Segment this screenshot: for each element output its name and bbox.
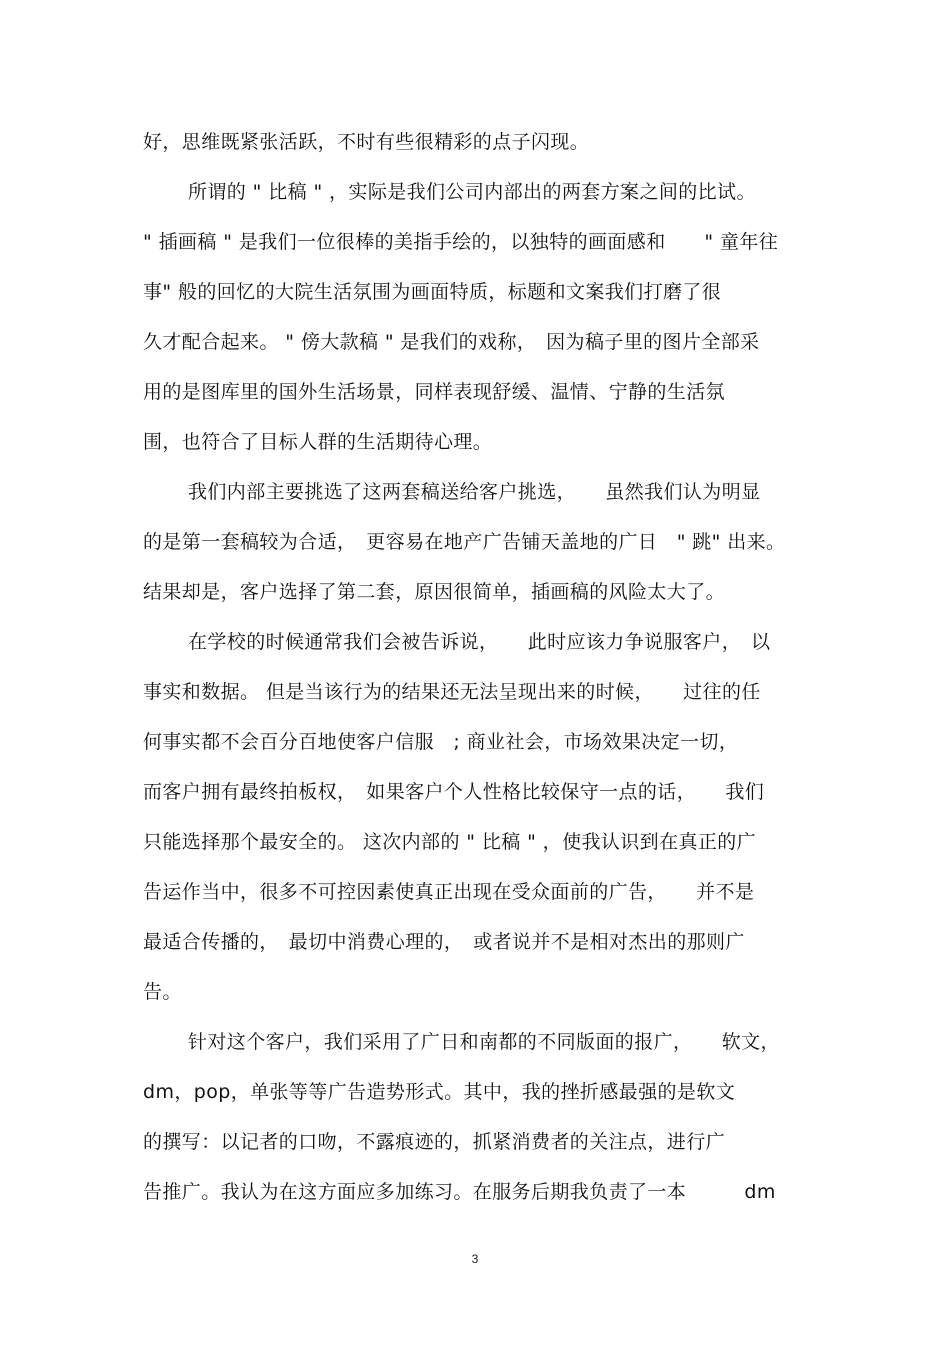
text-line: 结果却是，客户选择了第二套，原因很简单，插画稿的风险太大了。: [143, 581, 726, 603]
text-line: 针对这个客户，我们采用了广日和南都的不同版面的报广， 软文，: [188, 1031, 780, 1053]
text-line: " 插画稿 " 是我们一位很棒的美指手绘的，以独特的画面感和 " 童年往: [143, 231, 779, 253]
text-line: 的是第一套稿较为合适， 更容易在地产广告铺天盖地的广日 " 跳" 出来。: [143, 531, 786, 553]
text-line: 只能选择那个最安全的。 这次内部的 " 比稿 " ，使我认识到在真正的广: [143, 831, 757, 853]
text-line: 事" 般的回忆的大院生活氛围为画面特质，标题和文案我们打磨了很: [143, 281, 722, 303]
page-number: 3: [471, 1252, 479, 1266]
text-line: 告推广。我认为在这方面应多加练习。在服务后期我负责了一本 dm: [143, 1181, 776, 1203]
text-line: 所谓的 " 比稿 " ，实际是我们公司内部出的两套方案之间的比试。: [188, 181, 756, 203]
text-line: 围，也符合了目标人群的生活期待心理。: [143, 431, 493, 453]
text-line: 好，思维既紧张活跃，不时有些很精彩的点子闪现。: [143, 131, 590, 153]
text-line: 最适合传播的， 最切中消费心理的， 或者说并不是相对杰出的那则广: [143, 931, 745, 953]
text-line: 的撰写：以记者的口吻，不露痕迹的，抓紧消费者的关注点，进行广: [143, 1131, 726, 1153]
text-line: 告运作当中，很多不可控因素使真正出现在受众面前的广告， 并不是: [143, 881, 755, 903]
text-line: 事实和数据。 但是当该行为的结果还无法呈现出来的时候， 过往的任: [143, 681, 761, 703]
text-line: 何事实都不会百分百地使客户信服 ; 商业社会，市场效果决定一切，: [143, 731, 739, 753]
text-line: dm，pop，单张等等广告造势形式。其中，我的挫折感最强的是软文: [143, 1081, 736, 1103]
text-line: 我们内部主要挑选了这两套稿送给客户挑选， 虽然我们认为明显: [188, 481, 761, 503]
text-line: 在学校的时候通常我们会被告诉说， 此时应该力争说服客户， 以: [188, 631, 771, 653]
text-line: 而客户拥有最终拍板权， 如果客户个人性格比较保守一点的话， 我们: [143, 781, 765, 803]
text-line: 久才配合起来。 " 傍大款稿 " 是我们的戏称， 因为稿子里的图片全部采: [143, 331, 760, 353]
text-line: 用的是图库里的国外生活场景，同样表现舒缓、温情、宁静的生活氛: [143, 381, 726, 403]
text-line: 告。: [143, 981, 182, 1003]
